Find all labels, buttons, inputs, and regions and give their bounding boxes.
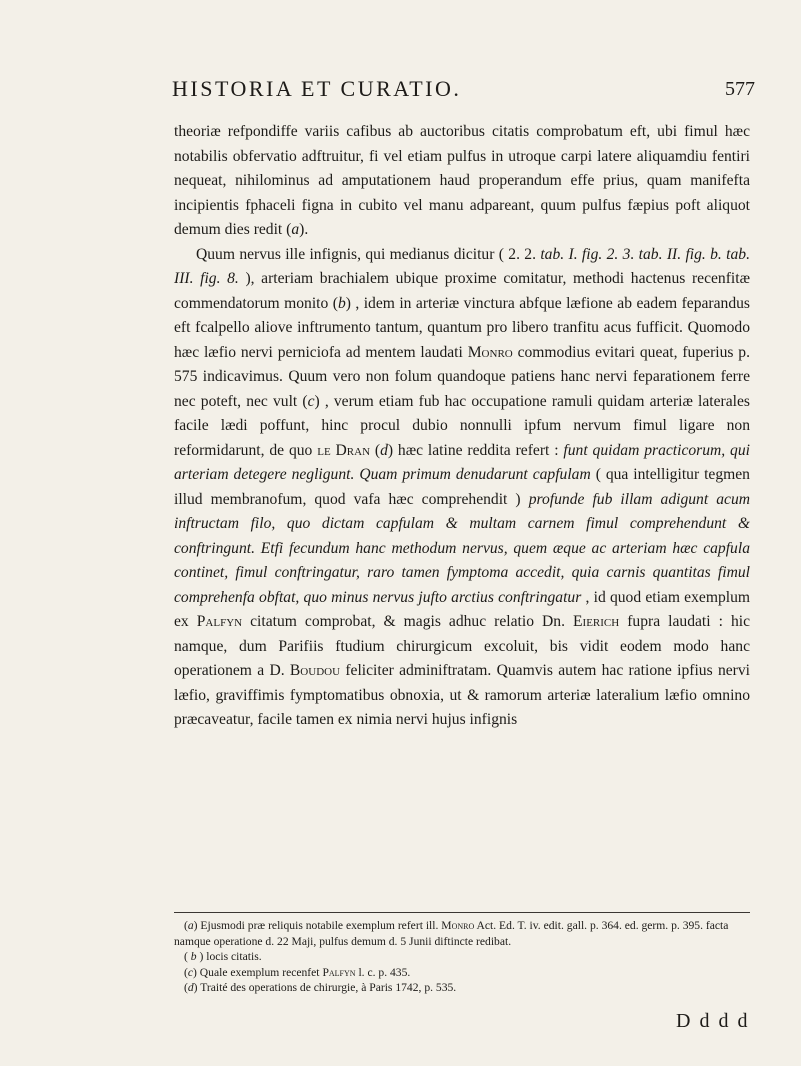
text-run: fupra laudati : hic namque, dum Parifiis ftudium chirurgicum excoluit, bis vidit eodem modo hanc operationem a D.: [174, 613, 750, 679]
paragraph: [174, 243, 750, 733]
text-run: l. c. p. 435.: [355, 965, 411, 979]
text-run: ( qua intelligitur tegmen illud membranofum, quod vafa hæc comprehendit ): [174, 466, 750, 508]
text-run: Quum nervus ille infignis, qui medianus dicitur ( 2. 2.: [196, 245, 541, 263]
italic-text: c: [307, 392, 315, 410]
text-run: ) , idem in arteriæ vinctura abfque læfione ab eadem feparandus eft fcalpello aliove inftrumento tantum, quantum pro libero tranfitu acus fufficit. Quomodo hæc læfio nervi perniciofa ad mentem laudati: [174, 294, 750, 361]
main-text: [174, 120, 750, 733]
text-run: ) Ejusmodi præ reliquis notabile exemplum refert ill.: [193, 919, 442, 932]
text-run: (: [370, 441, 381, 459]
footnote-divider: [174, 912, 750, 913]
text-run: ).: [299, 221, 309, 238]
text-run: ) hæc latine reddita refert :: [387, 441, 564, 459]
italic-text: a: [187, 919, 194, 932]
text-run: ), arteriam brachialem ubique proxime comitatur, methodi hactenus recenfitæ commendatorum monito (: [174, 270, 750, 312]
text-run: ) , verum etiam fub hac occupatione ramuli quidam arteriæ laterales facile lædi poffunt, hinc procul dubio nonnulli ipfum nervum fimul ligare non reformidarunt, de quo: [174, 392, 750, 459]
signature-mark: D d d d: [676, 1010, 750, 1032]
text-run: theoriæ refpondiffe variis cafibus ab auctoribus citatis comprobatum eft, ubi fimul hæc notabilis obfervatio adftruitur, fi vel etiam pulfus in utroque carpi latere aliquamdiu fentiri nequeat, nihilominus ad amputationem haud properandum effe prius, quam manifefta incipientis fphaceli figna in cubito vel manu adpareant, quum pulfus fæpius poft aliquot demum dies redit (: [174, 123, 750, 238]
small-caps-name: Palfyn: [196, 613, 243, 630]
paragraph: [174, 120, 750, 243]
italic-text: b: [337, 294, 346, 312]
italic-text: c: [187, 965, 194, 979]
italic-text: b: [190, 950, 197, 964]
italic-text: a: [291, 221, 300, 238]
text-run: (: [184, 981, 188, 995]
italic-text: tab. I. fig. 2. 3. tab. II. fig. b. tab. III. fig. 8.: [174, 245, 750, 287]
small-caps-name: Monro: [467, 343, 513, 361]
small-caps-name: le Dran: [317, 441, 371, 459]
footnote: [174, 965, 750, 981]
italic-text: d: [187, 981, 194, 995]
page-number: 577: [725, 78, 755, 100]
small-caps-name: Eierich: [573, 613, 620, 630]
running-title: HISTORIA ET CURATIO.: [172, 76, 462, 101]
italic-text: funt quidam practicorum, qui arteriam detegere negligunt. Quam primum denudarunt capfulam: [174, 441, 750, 483]
small-caps-name: Monro: [441, 919, 475, 932]
footnote: [174, 980, 750, 996]
text-run: ) Traité des operations de chirurgie, à Paris 1742, p. 535.: [193, 981, 457, 995]
text-run: citatum comprobat, & magis adhuc relatio Dn.: [242, 613, 573, 630]
italic-text: d: [380, 441, 388, 459]
text-run: (: [184, 965, 188, 979]
text-run: commodius evitari queat, fuperius p. 575 indicavimus. Quum vero non folum quandoque patiens hanc nervi feparationem ferre nec poteft, nec vult (: [174, 343, 750, 410]
text-run: ) locis citatis.: [196, 950, 262, 964]
text-run: (: [184, 950, 191, 964]
text-run: feliciter adminiftratam. Quamvis autem hac ratione ipfius nervi læfio, graviffimis fymptomatibus obnoxia, ut & ramorum arteriæ lateralium læfio omnino præcaveatur, facile tamen ex nimia nervi hujus infignis: [174, 662, 750, 728]
text-run: (: [184, 919, 188, 932]
text-run: , id quod etiam exemplum ex: [174, 588, 751, 630]
small-caps-name: Boudou: [289, 662, 341, 679]
small-caps-name: Palfyn: [322, 965, 356, 979]
italic-text: profunde fub illam adigunt acum inftructam filo, quo dictam capfulam & multam carnem fimul comprehendunt & conftringunt. Etfi fecundum hanc methodum nervus, quem æque ac arteriam hæc capfula continet, fimul conftringatur, raro tamen fymptoma accedit, quia carnis quantitas fimul comprehenfa obftat, quo minus nervus jufto arctius conftringatur: [174, 490, 751, 606]
text-run: ) Quale exemplum recenfet: [193, 965, 323, 979]
footnote: [174, 949, 750, 965]
footnotes: [174, 918, 750, 996]
text-run: Act. Ed. T. iv. edit. gall. p. 364. ed. germ. p. 395. facta namque operatione d. 22 Maji, pulfus demum d. 5 Junii diftincte redibat.: [174, 919, 729, 948]
footnote: [174, 918, 750, 949]
